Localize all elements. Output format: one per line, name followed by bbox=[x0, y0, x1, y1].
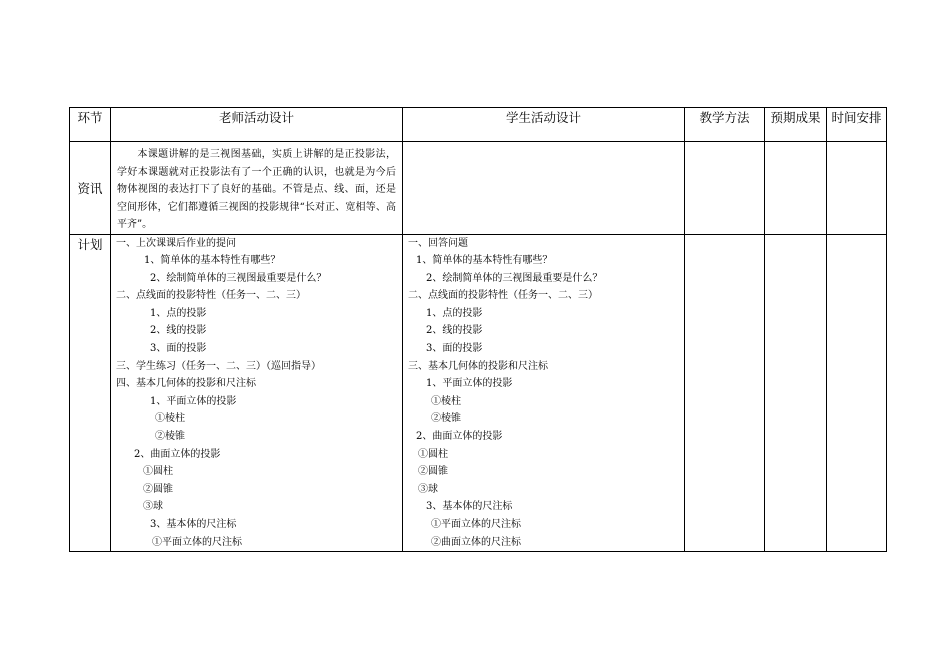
student-cell-zixun bbox=[403, 142, 685, 235]
stage-label-jihua: 计划 bbox=[70, 234, 111, 552]
outcome-cell-zixun bbox=[765, 142, 827, 235]
teacher-paragraph bbox=[111, 142, 402, 234]
list-item: 一、回答问题 bbox=[408, 237, 468, 249]
list-item: 1、点的投影 bbox=[150, 307, 207, 319]
header-student-activity: 学生活动设计 bbox=[403, 108, 685, 142]
list-item: ①棱柱 bbox=[155, 413, 185, 425]
teacher-plan-list bbox=[111, 235, 402, 552]
list-item: 2、线的投影 bbox=[426, 325, 483, 337]
time-cell-jihua bbox=[827, 234, 887, 552]
list-item: 3、基本体的尺注标 bbox=[150, 519, 237, 530]
list-item: ①圆柱 bbox=[418, 448, 448, 460]
header-row bbox=[70, 108, 887, 142]
list-item: 1、简单体的基本特性有哪些？ bbox=[144, 255, 281, 267]
list-item: 三、基本几何体的投影和尺注标 bbox=[408, 360, 548, 372]
list-item: ③球 bbox=[143, 501, 163, 513]
table-row-jihua bbox=[70, 234, 887, 552]
list-item: 3、基本体的尺注标 bbox=[426, 501, 513, 513]
student-plan-list bbox=[403, 235, 684, 552]
list-item: ②棱锥 bbox=[431, 413, 461, 425]
list-item: ②圆锥 bbox=[143, 483, 173, 495]
list-item: ②曲面立体的尺注标 bbox=[431, 536, 521, 548]
list-item: 2、线的投影 bbox=[150, 325, 207, 337]
list-item: 2、绘制简单体的三视图最重要是什么？ bbox=[426, 272, 603, 284]
list-item: 一、上次课课后作业的提问 bbox=[116, 237, 236, 249]
list-item: ②棱锥 bbox=[155, 431, 185, 443]
header-stage: 环节 bbox=[70, 108, 111, 142]
table-row-zixun bbox=[70, 142, 887, 235]
list-item: 1、平面立体的投影 bbox=[150, 395, 237, 407]
time-cell-zixun bbox=[827, 142, 887, 235]
list-item: 3、面的投影 bbox=[426, 343, 483, 355]
stage-label-zixun: 资讯 bbox=[70, 142, 111, 235]
list-item: ②圆锥 bbox=[418, 466, 448, 478]
teacher-paragraph-text: 本课题讲解的是三视图基础，实质上讲解的是正投影法，学好本课题就对正投影法有了一个正确的认识，也就是为今后物体视图的表达打下了良好的基础。不管是点、线、面，还是空间形体，它们都遵循三视图的投影规律“长对正、宽相等、高平齐”。 bbox=[117, 149, 396, 230]
list-item: 2、绘制简单体的三视图最重要是什么？ bbox=[150, 272, 327, 284]
list-item: ①圆柱 bbox=[143, 466, 173, 478]
list-item: ①棱柱 bbox=[431, 395, 461, 407]
method-cell-zixun bbox=[685, 142, 765, 235]
list-item: ③球 bbox=[418, 483, 438, 495]
list-item: 1、点的投影 bbox=[426, 307, 483, 319]
outcome-cell-jihua bbox=[765, 234, 827, 552]
list-item: 三、学生练习（任务一、二、三）（巡回指导） bbox=[116, 360, 321, 372]
header-time-schedule: 时间安排 bbox=[827, 108, 887, 142]
list-item: ①平面立体的尺注标 bbox=[152, 536, 242, 548]
list-item: 四、基本几何体的投影和尺注标 bbox=[116, 378, 256, 390]
header-teacher-activity: 老师活动设计 bbox=[111, 108, 403, 142]
student-cell-jihua bbox=[403, 234, 685, 552]
list-item: 2、曲面立体的投影 bbox=[416, 431, 503, 443]
list-item: 2、曲面立体的投影 bbox=[134, 448, 221, 460]
list-item: ①平面立体的尺注标 bbox=[431, 519, 521, 530]
list-item: 1、简单体的基本特性有哪些？ bbox=[416, 255, 553, 267]
header-expected-outcome: 预期成果 bbox=[765, 108, 827, 142]
teacher-cell-zixun bbox=[111, 142, 403, 235]
header-teaching-method: 教学方法 bbox=[685, 108, 765, 142]
list-item: 3、面的投影 bbox=[150, 343, 207, 355]
teacher-cell-jihua bbox=[111, 234, 403, 552]
list-item: 1、平面立体的投影 bbox=[426, 378, 513, 390]
list-item: 二、点线面的投影特性（任务一、二、三） bbox=[116, 290, 306, 302]
list-item: 二、点线面的投影特性（任务一、二、三） bbox=[408, 290, 598, 302]
method-cell-jihua bbox=[685, 234, 765, 552]
lesson-plan-table bbox=[69, 107, 887, 552]
